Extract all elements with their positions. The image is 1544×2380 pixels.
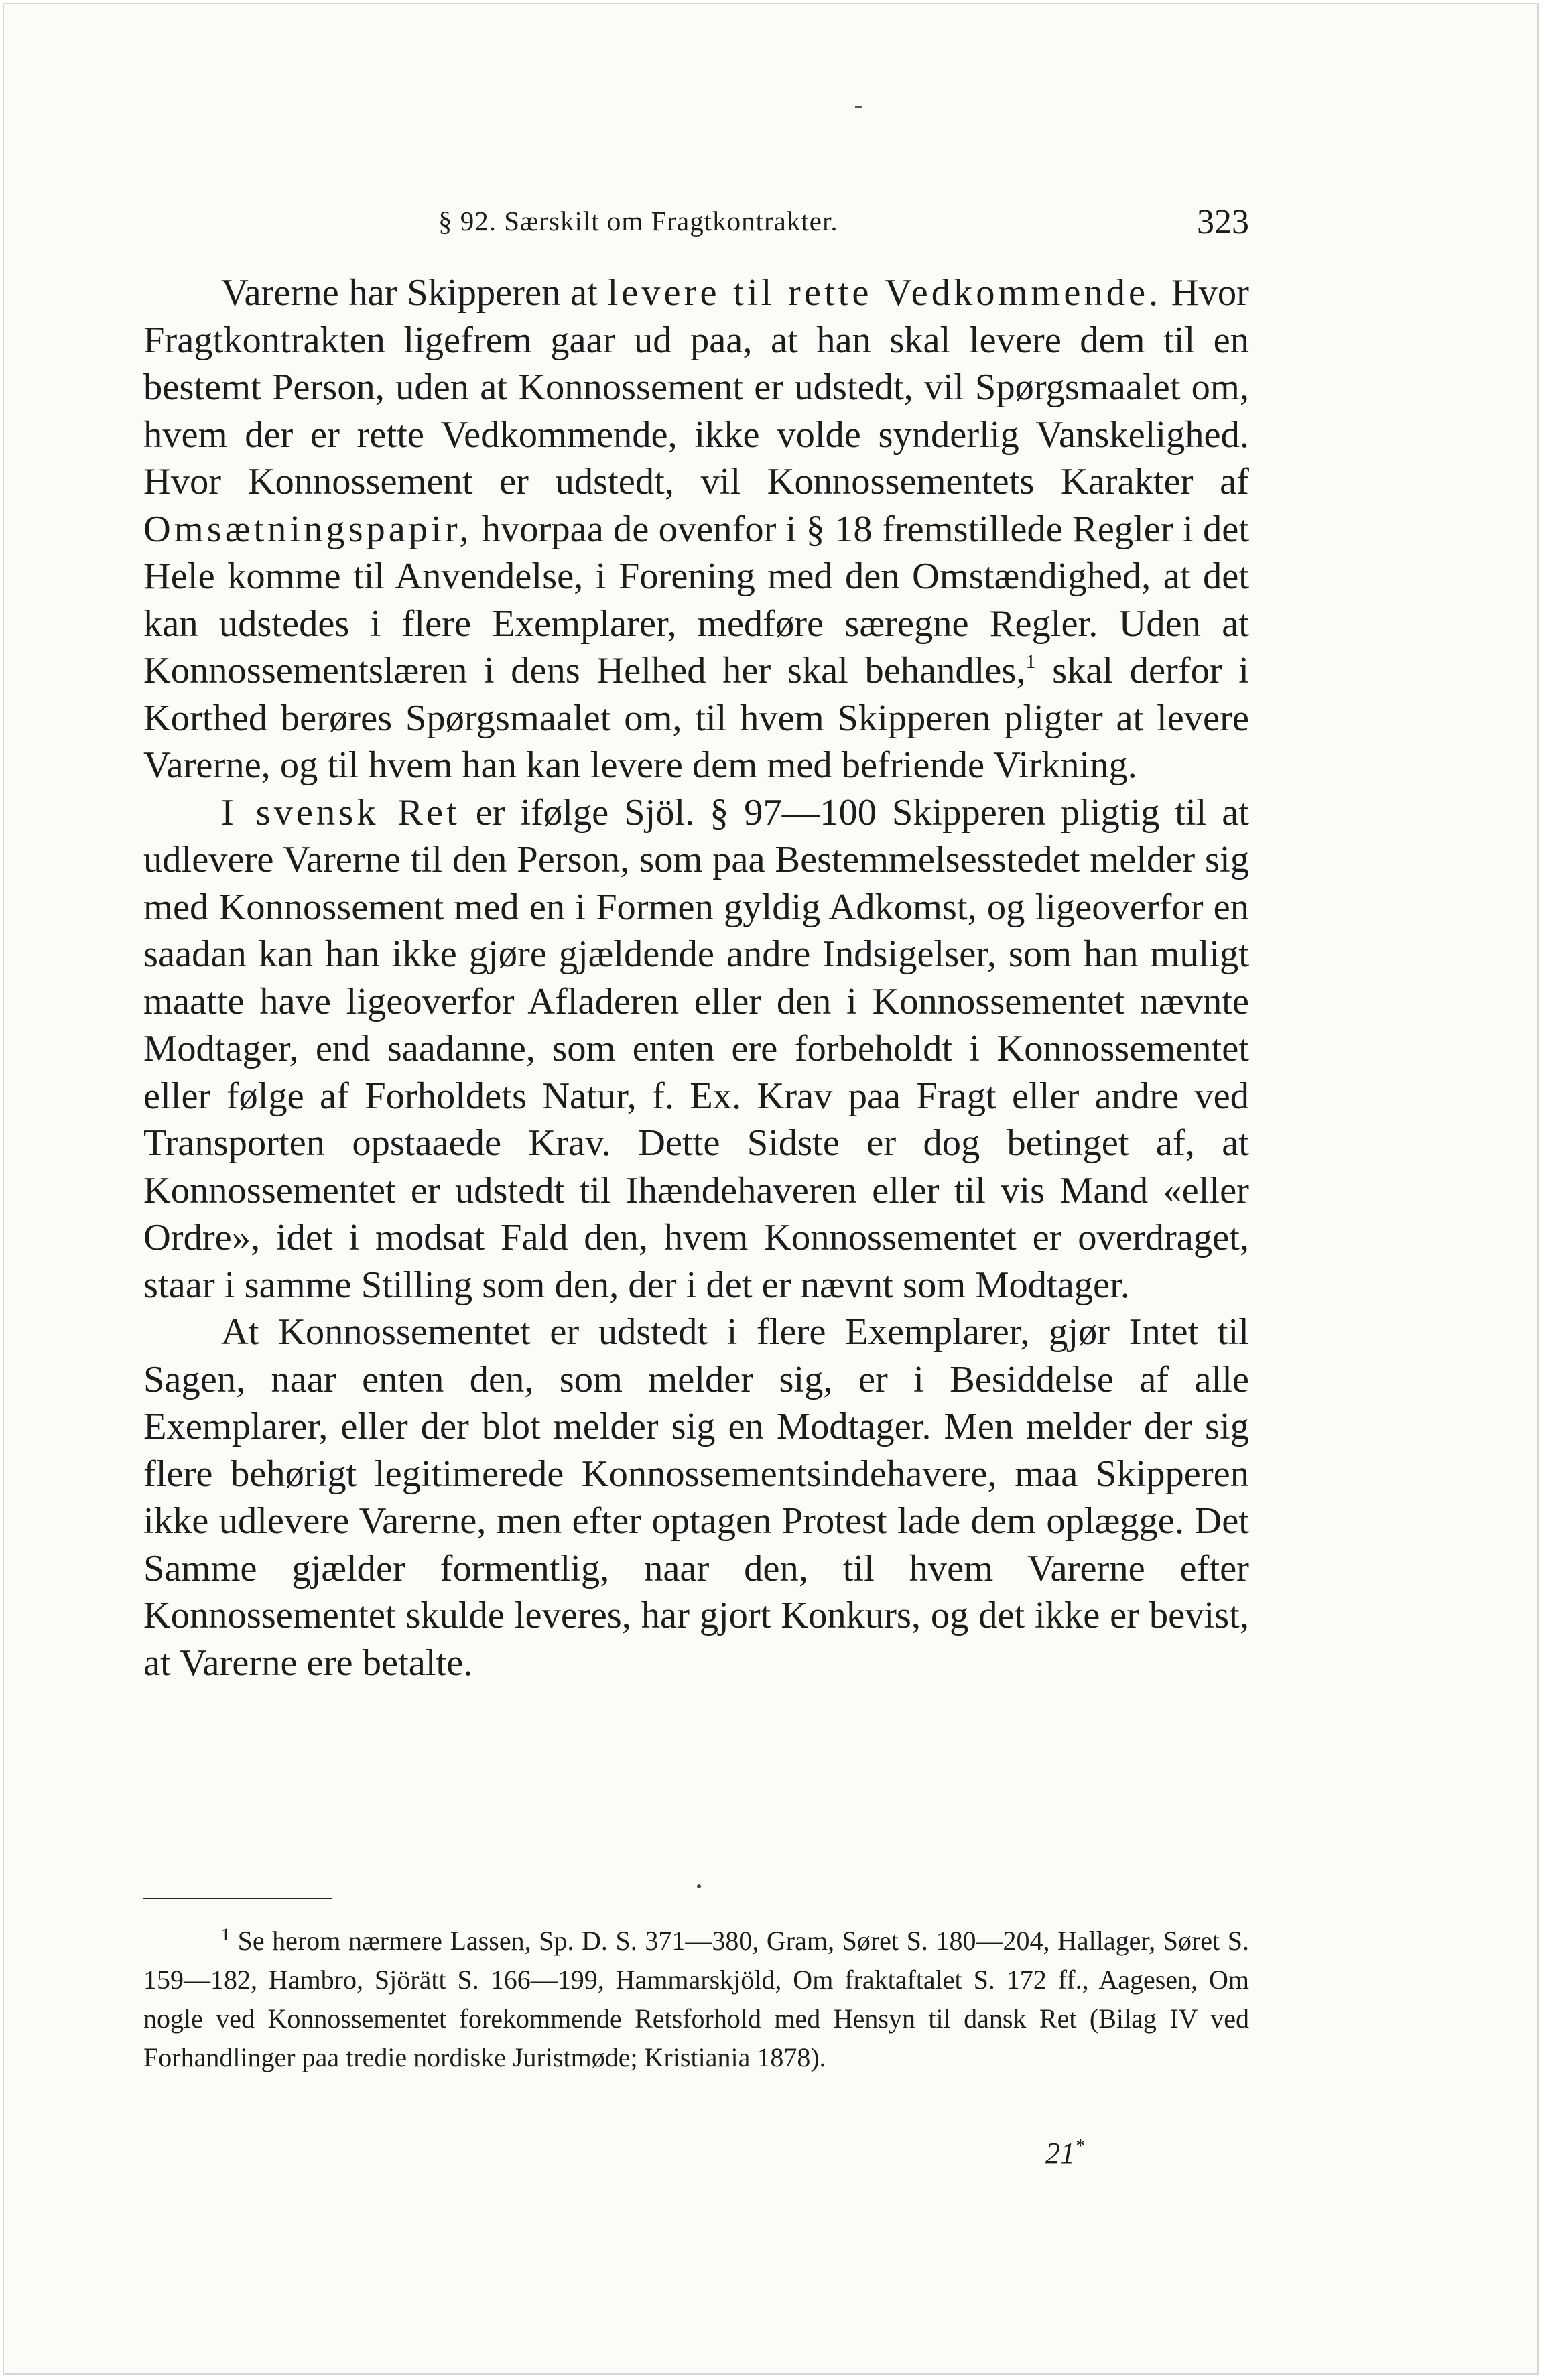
paragraph-2-spaced-text: I svensk Ret [221, 791, 460, 834]
footnote-text: Se herom nærmere Lassen, Sp. D. S. 371—380, Gram, Søret S. 180—204, Hallager, Søret S. 159—182, Hambro, Sjörätt S. 166—199, Hammarskjöld, Om fraktaftalet S. 172 ff., Aagesen, Om nogle ved Konnossementet forekommende Retsforhold med Hensyn til dansk Ret (Bilag IV ved Forhandlinger paa tredie nordiske Juristmøde; Kristiania 1878). [143, 1926, 1249, 2072]
paragraph-1-text-d: skal derfor i Korthed berøres Spørgsmaalet om, til hvem Skipperen pligter at levere Varerne, og til hvem han kan levere dem med befriende Virkning. [143, 650, 1249, 786]
paragraph-1-spaced-text-2: Omsætningspapir, [143, 508, 472, 550]
page-header [143, 201, 1249, 255]
running-head: § 92. Særskilt om Fragtkontrakter. [438, 206, 838, 237]
print-speck [855, 106, 862, 108]
print-speck-2 [697, 1884, 701, 1888]
paragraph-1-text-b: Hvor Fragtkontrakten ligefrem gaar ud paa, at han skal levere dem til en bestemt Person, uden at Konnossement er udstedt, vil Spørgsmaalet om, hvem der er rette Vedkommende, ikke volde synderlig Vanskelighed. Hvor Konnossement er udstedt, vil Konnossementets Karakter af [143, 272, 1249, 503]
paragraph-1-spaced-text: levere til rette Vedkommende. [607, 272, 1162, 314]
footnote-marker: 1 [221, 1925, 230, 1944]
footnote-reference[interactable]: 1 [1025, 651, 1036, 673]
paragraph-1-text-c: hvorpaa de ovenfor i § 18 fremstillede Regler i det Hele komme til Anvendelse, i Forening med den Omstændighed, at det kan udstedes i flere Exemplarer, medføre særegne Regler. Uden at Konnossementslæren i dens Helhed her skal behandles, [143, 508, 1249, 691]
footnote [143, 1922, 1249, 2077]
footnote-divider [143, 1898, 332, 1899]
signature-number: 21 [1045, 2137, 1075, 2170]
paragraph-1 [143, 269, 1249, 789]
paragraph-3: At Konnossementet er udstedt i flere Exemplarer, gjør Intet til Sagen, naar enten den, som melder sig, er i Besiddelse af alle Exemplarer, eller der blot melder sig en Modtager. Men melder der sig flere behørigt legitimerede Konnossementsindehavere, maa Skipperen ikke udlevere Varerne, men efter optagen Protest lade dem oplægge. Det Samme gjælder formentlig, naar den, til hvem Varerne efter Konnossementet skulde leveres, har gjort Konkurs, og det ikke er bevist, at Varerne ere betalte. [143, 1311, 1249, 1684]
signature-star: * [1075, 2136, 1084, 2157]
body-text [143, 269, 1249, 1687]
page-number: 323 [1197, 203, 1249, 241]
printer-signature-mark [1045, 2136, 1084, 2170]
paragraph-2-text: er ifølge Sjöl. § 97—100 Skipperen pligtig til at udlevere Varerne til den Person, som paa Bestemmelsesstedet melder sig med Konnossement med en i Formen gyldig Adkomst, og ligeoverfor en saadan kan han ikke gjøre gjældende andre Indsigelser, som han muligt maatte have ligeoverfor Afladeren eller den i Konnossementet nævnte Modtager, end saadanne, som enten ere forbeholdt i Konnossementet eller følge af Forholdets Natur, f. Ex. Krav paa Fragt eller andre ved Transporten opstaaede Krav. Dette Sidste er dog betinget af, at Konnossementet er udstedt til Ihændehaveren eller til vis Mand «eller Ordre», idet i modsat Fald den, hvem Konnossementet er overdraget, staar i samme Stilling som den, der i det er nævnt som Modtager. [143, 791, 1250, 1306]
paragraph-1-text-a: Varerne har Skipperen at [221, 272, 608, 314]
paragraph-2 [143, 789, 1249, 1309]
